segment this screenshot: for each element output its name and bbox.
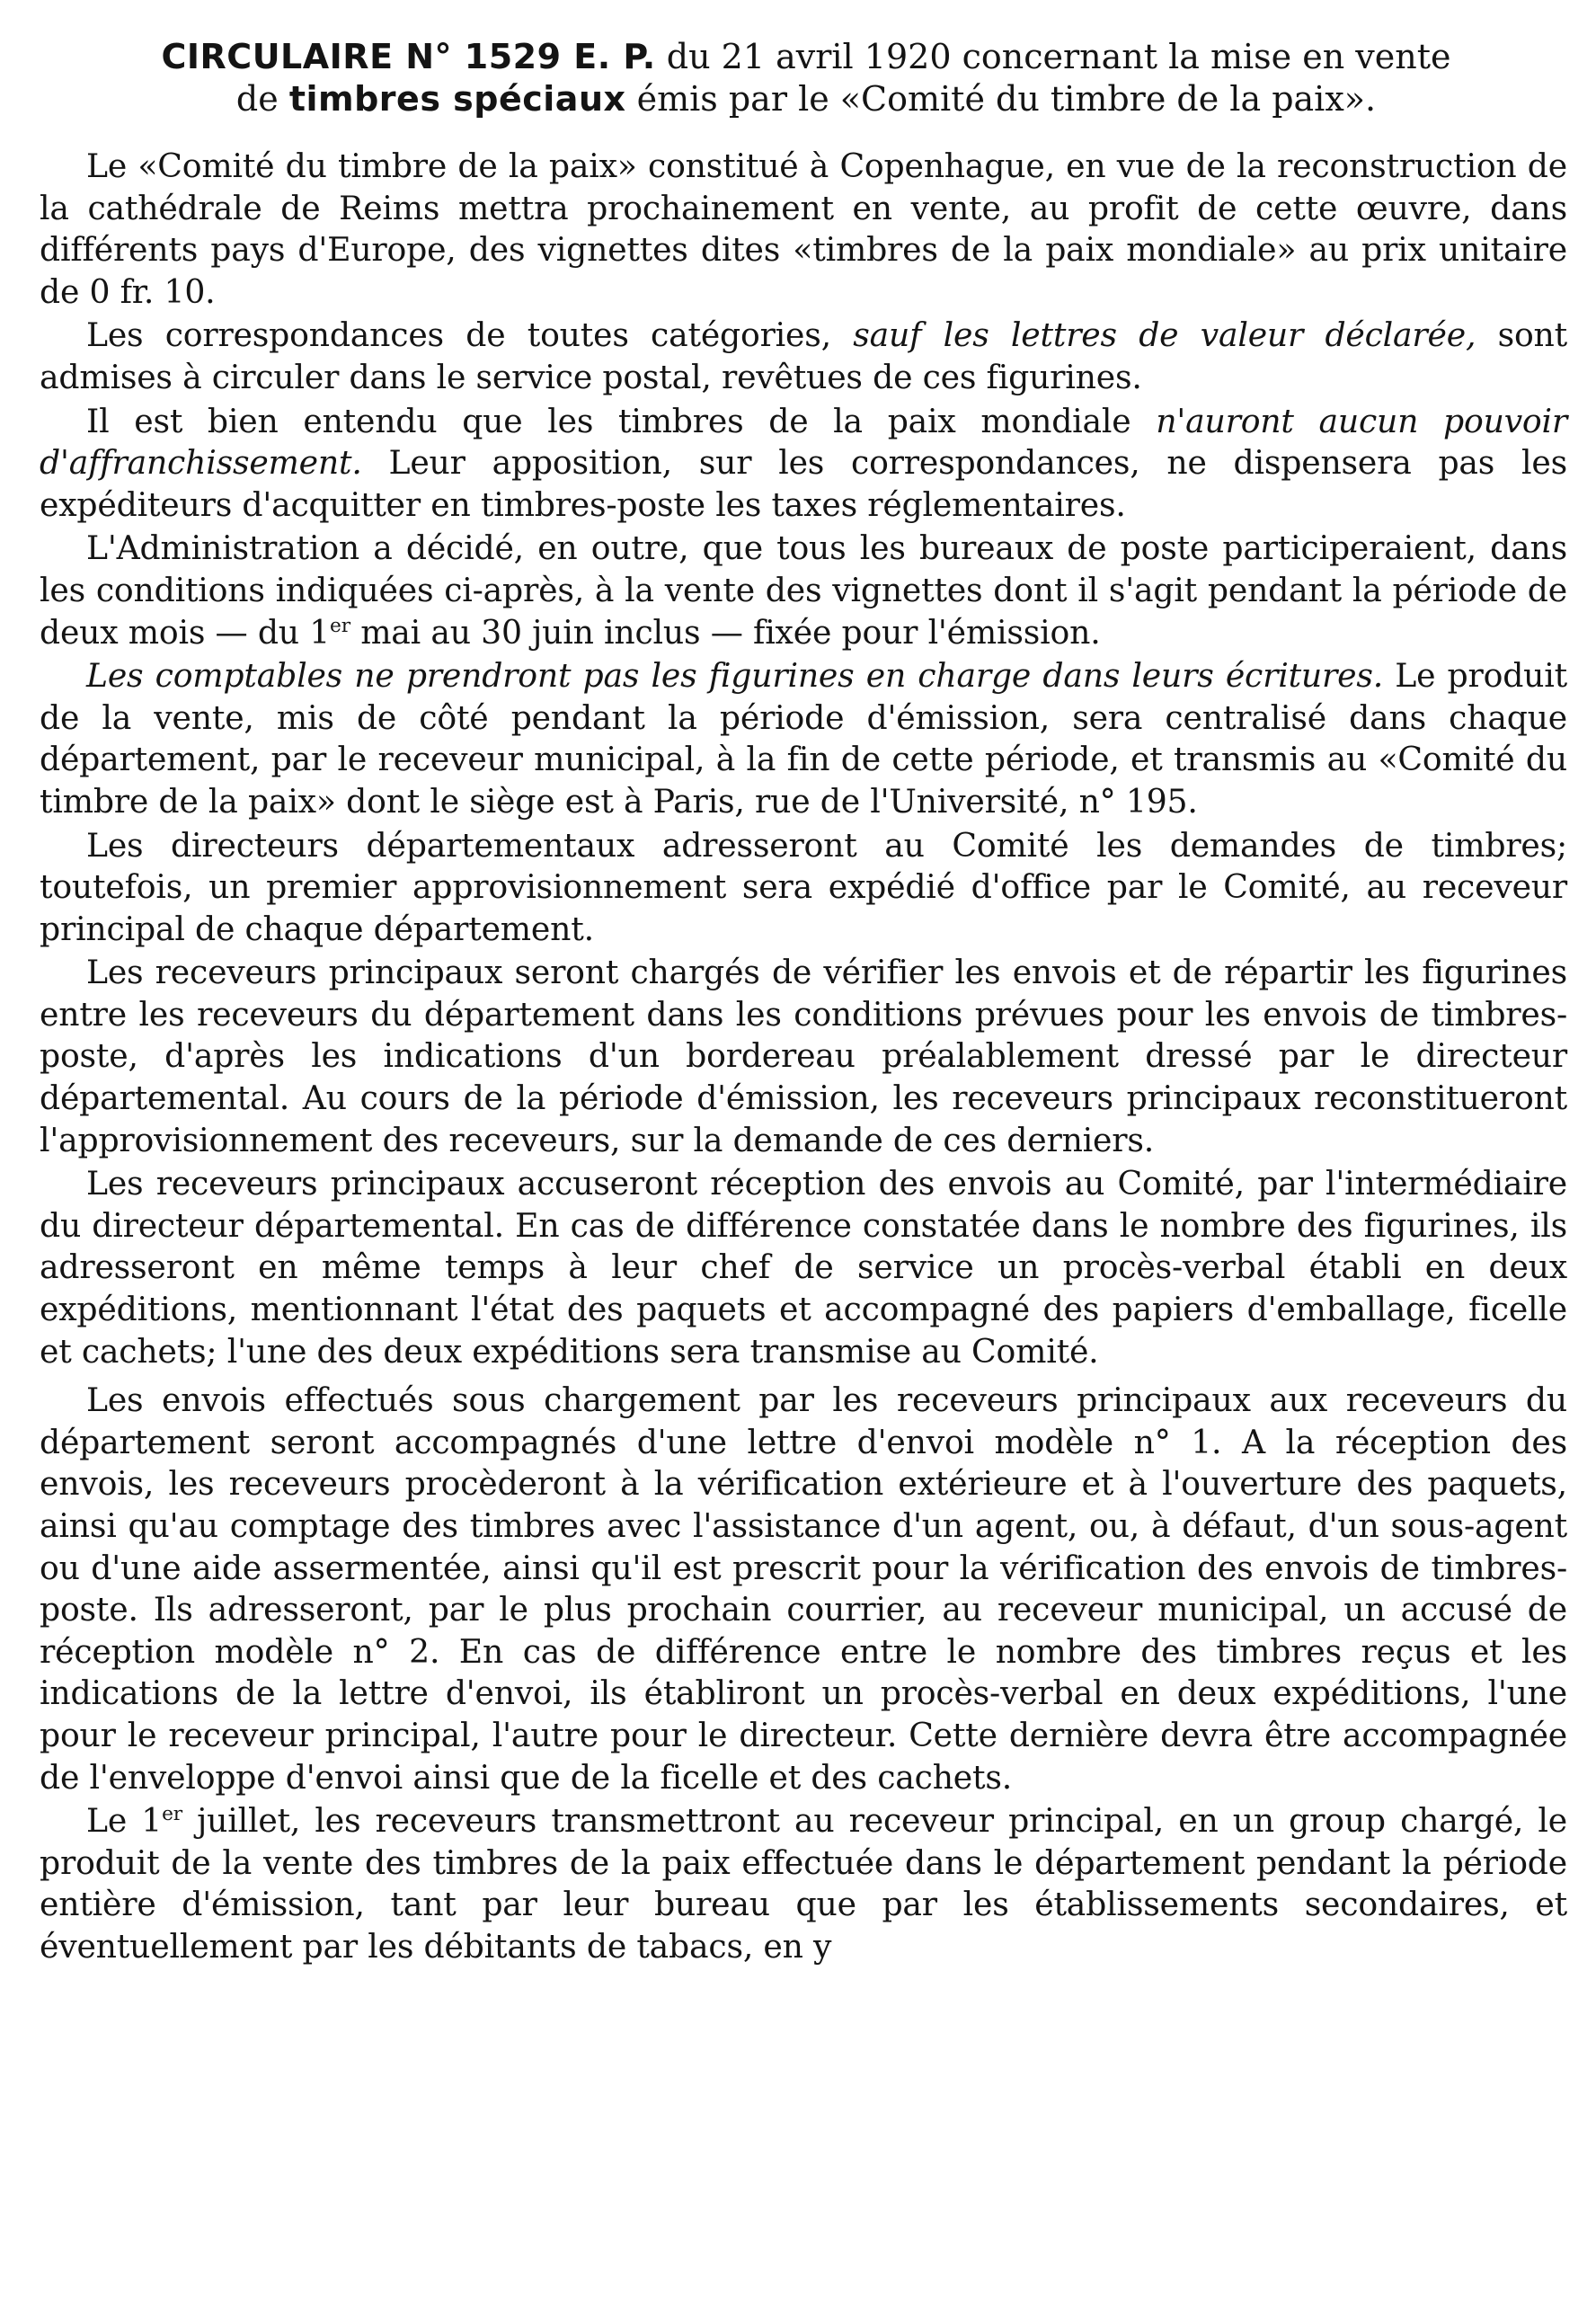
circular-title-line2: de timbres spéciaux émis par le «Comité du timbre de la paix».: [235, 79, 1377, 119]
paragraph-2: Les correspondances de toutes catégories, sauf les lettres de valeur déclarée, sont admises à circuler dans le service postal, revêtues de ces figurines.: [40, 315, 1568, 396]
circular-date-subject: du 21 avril 1920 concernant la mise en vente: [655, 37, 1451, 76]
italic-exception: sauf les lettres de valeur déclarée,: [853, 315, 1476, 355]
paragraph-10: Le 1er juillet, les receveurs transmettront au receveur principal, en un group chargé, le produit de la vente des timbres de la paix effectuée dans le département pendant la période entière d'émission, tant par leur bureau que par les établissements secondaires, et éventuellement par les débitants de tabacs, en y: [40, 1801, 1567, 1966]
paragraph-1: Le «Comité du timbre de la paix» constitué à Copenhague, en vue de la reconstruction de la cathédrale de Reims mettra prochainement en vente, au profit de cette œuvre, dans différents pays d'Europe, des vignettes dites «timbres de la paix mondiale» au prix unitaire de 0 fr. 10.: [40, 146, 1567, 311]
circular-title: [40, 36, 1567, 120]
paragraph-6: Les directeurs départementaux adresseront au Comité les demandes de timbres; toutefois, un premier approvisionnement sera expédié d'office par le Comité, au receveur principal de chaque département.: [40, 825, 1567, 948]
paragraph-9: Les envois effectués sous chargement par les receveurs principaux aux receveurs du département seront accompagnés d'une lettre d'envoi modèle n° 1. A la réception des envois, les receveurs procèderont à la vérification extérieure et à l'ouverture des paquets, ainsi qu'au comptage des timbres avec l'assistance d'un agent, ou, à défaut, d'un sous-agent ou d'une aide assermentée, ainsi qu'il est prescrit pour la vérification des envois de timbres-poste. Ils adresseront, par le plus prochain courrier, au receveur municipal, un accusé de réception modèle n° 2. En cas de différence entre le nombre des timbres reçus et les indications de la lettre d'envoi, ils établiront un procès-verbal en deux expéditions, l'une pour le receveur principal, l'autre pour le directeur. Cette dernière devra être accompagnée de l'enveloppe d'envoi ainsi que de la ficelle et des cachets.: [40, 1380, 1567, 1797]
paragraph-8: Les receveurs principaux accuseront réception des envois au Comité, par l'intermédiaire du directeur départemental. En cas de différence constatée dans le nombre des figurines, ils adresseront en même temps à leur chef de service un procès-verbal établi en deux expéditions, mentionnant l'état des paquets et accompagné des papiers d'emballage, ficelle et cachets; l'une des deux expéditions sera transmise au Comité.: [40, 1164, 1567, 1371]
paragraph-7: Les receveurs principaux seront chargés de vérifier les envois et de répartir les figurines entre les receveurs du département dans les conditions prévues pour les envois de timbres-poste, d'après les indications d'un bordereau préalablement dressé par le directeur départemental. Au cours de la période d'émission, les receveurs principaux reconstitueront l'approvisionnement des receveurs, sur la demande de ces derniers.: [40, 953, 1567, 1159]
italic-no-franking: n'auront aucun pouvoir d'affranchissement.: [40, 401, 1567, 483]
paragraph-4: L'Administration a décidé, en outre, que tous les bureaux de poste participeraient, dans les conditions indiquées ci-après, à la vente des vignettes dont il s'agit pendant la période de deux mois — du 1er mai au 30 juin inclus — fixée pour l'émission.: [40, 528, 1567, 652]
paragraph-5: Les comptables ne prendront pas les figurines en charge dans leurs écritures. Le produit de la vente, mis de côté pendant la période d'émission, sera centralisé dans chaque département, par le receveur municipal, à la fin de cette période, et transmis au «Comité du timbre de la paix» dont le siège est à Paris, rue de l'Université, n° 195.: [40, 656, 1567, 821]
circular-subject-bold: timbres spéciaux: [288, 79, 626, 119]
circular-body: [40, 146, 1567, 1968]
circular-number: CIRCULAIRE N° 1529 E. P.: [161, 37, 656, 76]
italic-accounting-note: Les comptables ne prendront pas les figurines en charge dans leurs écritures.: [86, 656, 1384, 696]
paragraph-3: Il est bien entendu que les timbres de la paix mondiale n'auront aucun pouvoir d'affranchissement. Leur apposition, sur les correspondances, ne dispensera pas les expéditeurs d'acquitter en timbres-poste les taxes réglementaires.: [40, 401, 1567, 524]
document-page: [40, 36, 1567, 1970]
